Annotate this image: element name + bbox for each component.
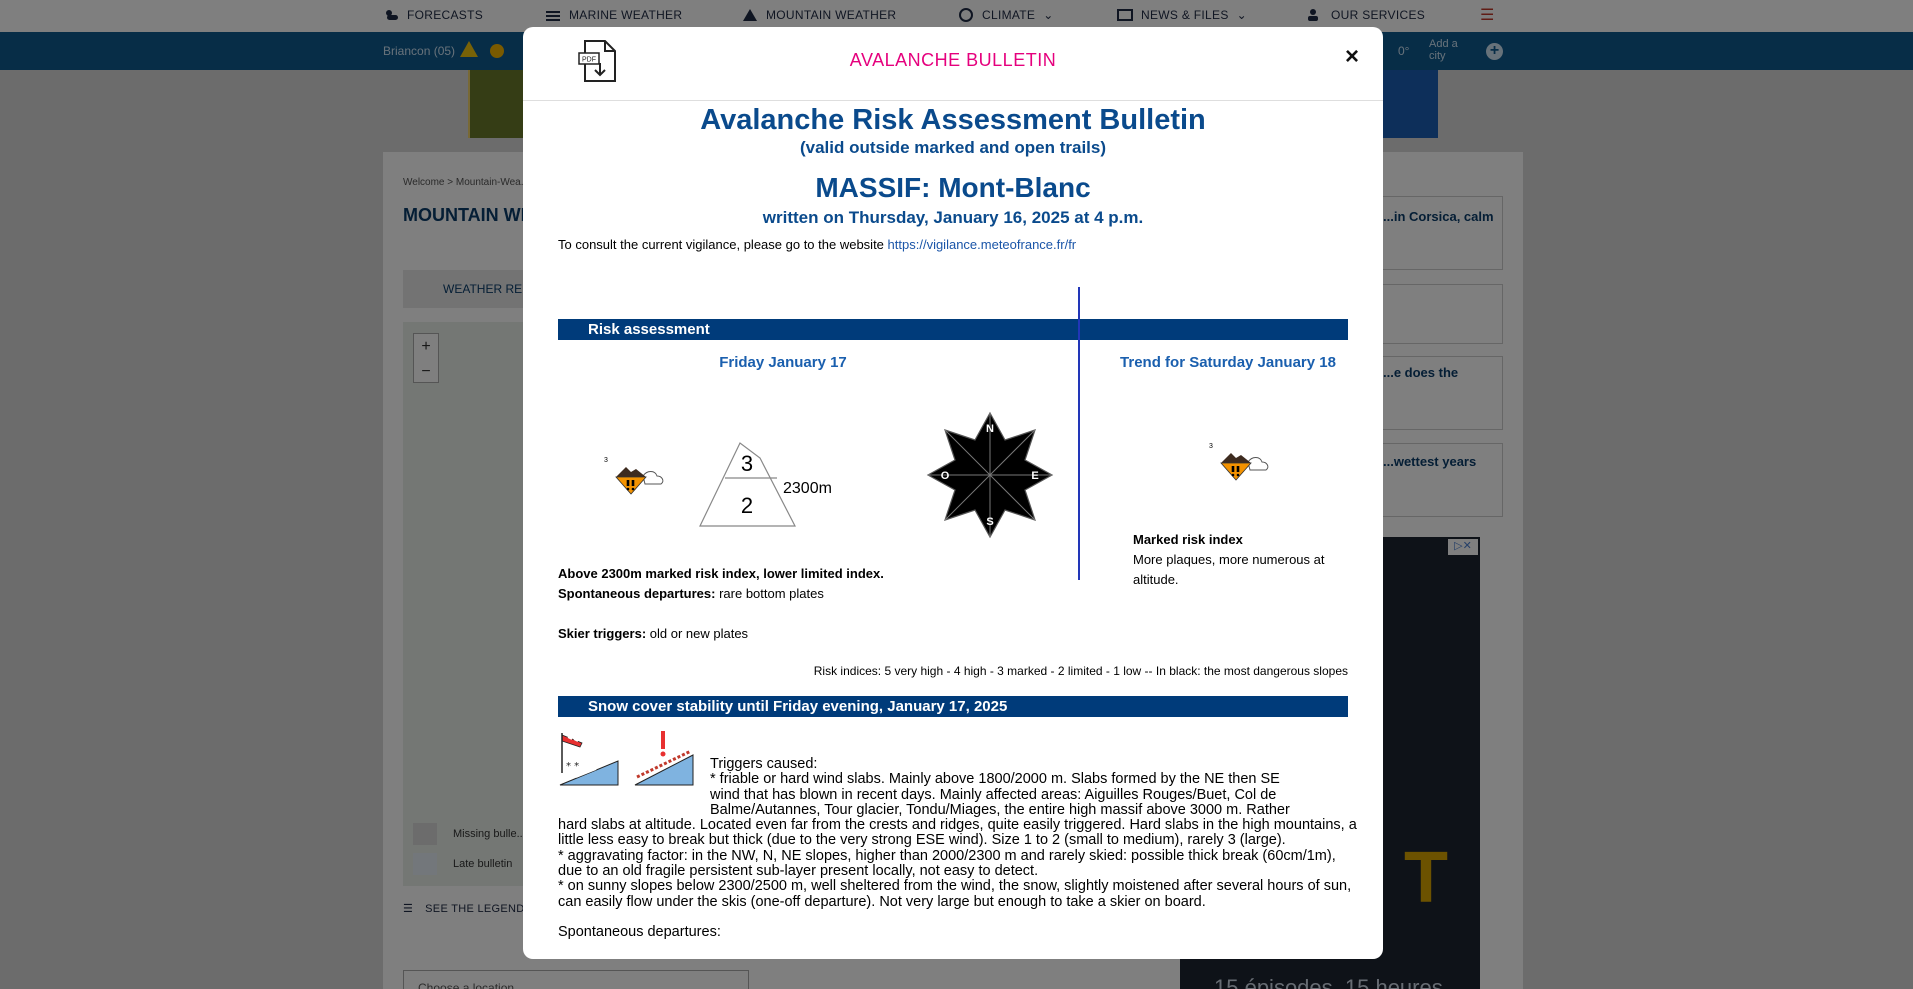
- skier-triggers-value: old or new plates: [649, 626, 749, 641]
- compass-south: S: [986, 516, 994, 528]
- spontaneous-departures-title: Spontaneous departures:: [558, 923, 721, 940]
- section-snow-stability: Snow cover stability until Friday evening, January 17, 2025: [558, 696, 1348, 717]
- risk-icon-number: 3: [1209, 443, 1213, 450]
- bulletin-subtitle: (valid outside marked and open trails): [799, 138, 1107, 157]
- altitude-risk-diagram: [695, 433, 845, 533]
- stability-p1-line1: * friable or hard wind slabs. Mainly above 1800/2000 m. Slabs formed by the NE then SE: [710, 771, 1280, 788]
- stability-p1-line2: wind that has blown in recent days. Mainly affected areas: Aiguilles Rouges/Buet, Col de: [710, 786, 1277, 803]
- compass-east: E: [1031, 470, 1039, 482]
- triggers-title: Triggers caused:: [710, 756, 818, 772]
- stability-p3: * on sunny slopes below 2300/2500 m, well sheltered from the wind, the snow, slightly moistened after several hours of sun, can easily flow under the skis (one-off departure). Not very large but enough to take a skier on board.: [558, 878, 1352, 910]
- section-risk-assessment: Risk assessment: [558, 319, 1348, 340]
- consult-text: To consult the current vigilance, please go to the website: [558, 237, 884, 252]
- modal-header: [523, 27, 1383, 101]
- avalanche-bulletin-modal: [523, 27, 1383, 959]
- day2-details: [1133, 530, 1348, 590]
- marked-risk-label: Marked risk index: [1133, 532, 1243, 547]
- upper-risk-index: 3: [740, 451, 754, 476]
- close-button[interactable]: ×: [1345, 43, 1360, 70]
- risk-indices-legend: Risk indices: 5 very high - 4 high - 3 marked - 2 limited - 1 low -- In black: the most dangerous slopes: [813, 664, 1348, 678]
- altitude-threshold: 2300m: [783, 480, 832, 497]
- risk-level-3-icon: [1208, 440, 1278, 494]
- compass-west: O: [940, 470, 950, 482]
- stability-p2: * aggravating factor: in the NW, N, NE slopes, higher than 2000/2300 m and rarely skied: possible thick break (60cm/1m), due to an old fragile persistent sub-layer present locally, not easy to detect.: [558, 847, 1336, 880]
- massif-name: MASSIF: Mont-Blanc: [815, 172, 1091, 203]
- day2-title: Trend for Saturday January 18: [1120, 354, 1336, 371]
- consult-line: [558, 237, 1076, 252]
- stability-text: [558, 757, 1358, 940]
- bulletin-title: Avalanche Risk Assessment Bulletin: [700, 104, 1206, 136]
- dangerous-slopes-compass: [925, 410, 1055, 540]
- day1-summary: Above 2300m marked risk index, lower limited index.: [558, 566, 884, 581]
- svg-text:PDF: PDF: [582, 56, 596, 64]
- stability-p1-rest: hard slabs at altitude. Located even far from the crests and ridges, quite easily triggered. Hard slabs in the high mountains, a little less easy to break but thick (due to the very strong ESE wind). Size 1 to 2 (small to medium), rarely 3 (large).: [558, 817, 1357, 849]
- vigilance-link[interactable]: https://vigilance.meteofrance.fr/fr: [887, 237, 1077, 252]
- stability-p1-line3: Balme/Autannes, Tour glacier, Tondu/Miages, the entire high massif above 3000 m. Rather: [710, 801, 1290, 818]
- spontaneous-label: Spontaneous departures:: [558, 586, 716, 601]
- spontaneous-value: rare bottom plates: [719, 586, 824, 601]
- modal-title: AVALANCHE BULLETIN: [849, 50, 1057, 70]
- risk-level-3-icon: [603, 454, 673, 508]
- skier-triggers-label: Skier triggers:: [558, 626, 647, 641]
- risk-icon-number: 3: [604, 457, 608, 464]
- marked-risk-text: More plaques, more numerous at altitude.: [1133, 552, 1325, 587]
- compass-north: N: [986, 423, 994, 435]
- day1-title: Friday January 17: [719, 354, 847, 371]
- day1-details: [558, 564, 1058, 644]
- written-date: written on Thursday, January 16, 2025 at 4 p.m.: [762, 208, 1144, 227]
- svg-text:* *: * *: [566, 761, 580, 772]
- day-divider: [1078, 287, 1080, 580]
- lower-risk-index: 2: [740, 493, 754, 518]
